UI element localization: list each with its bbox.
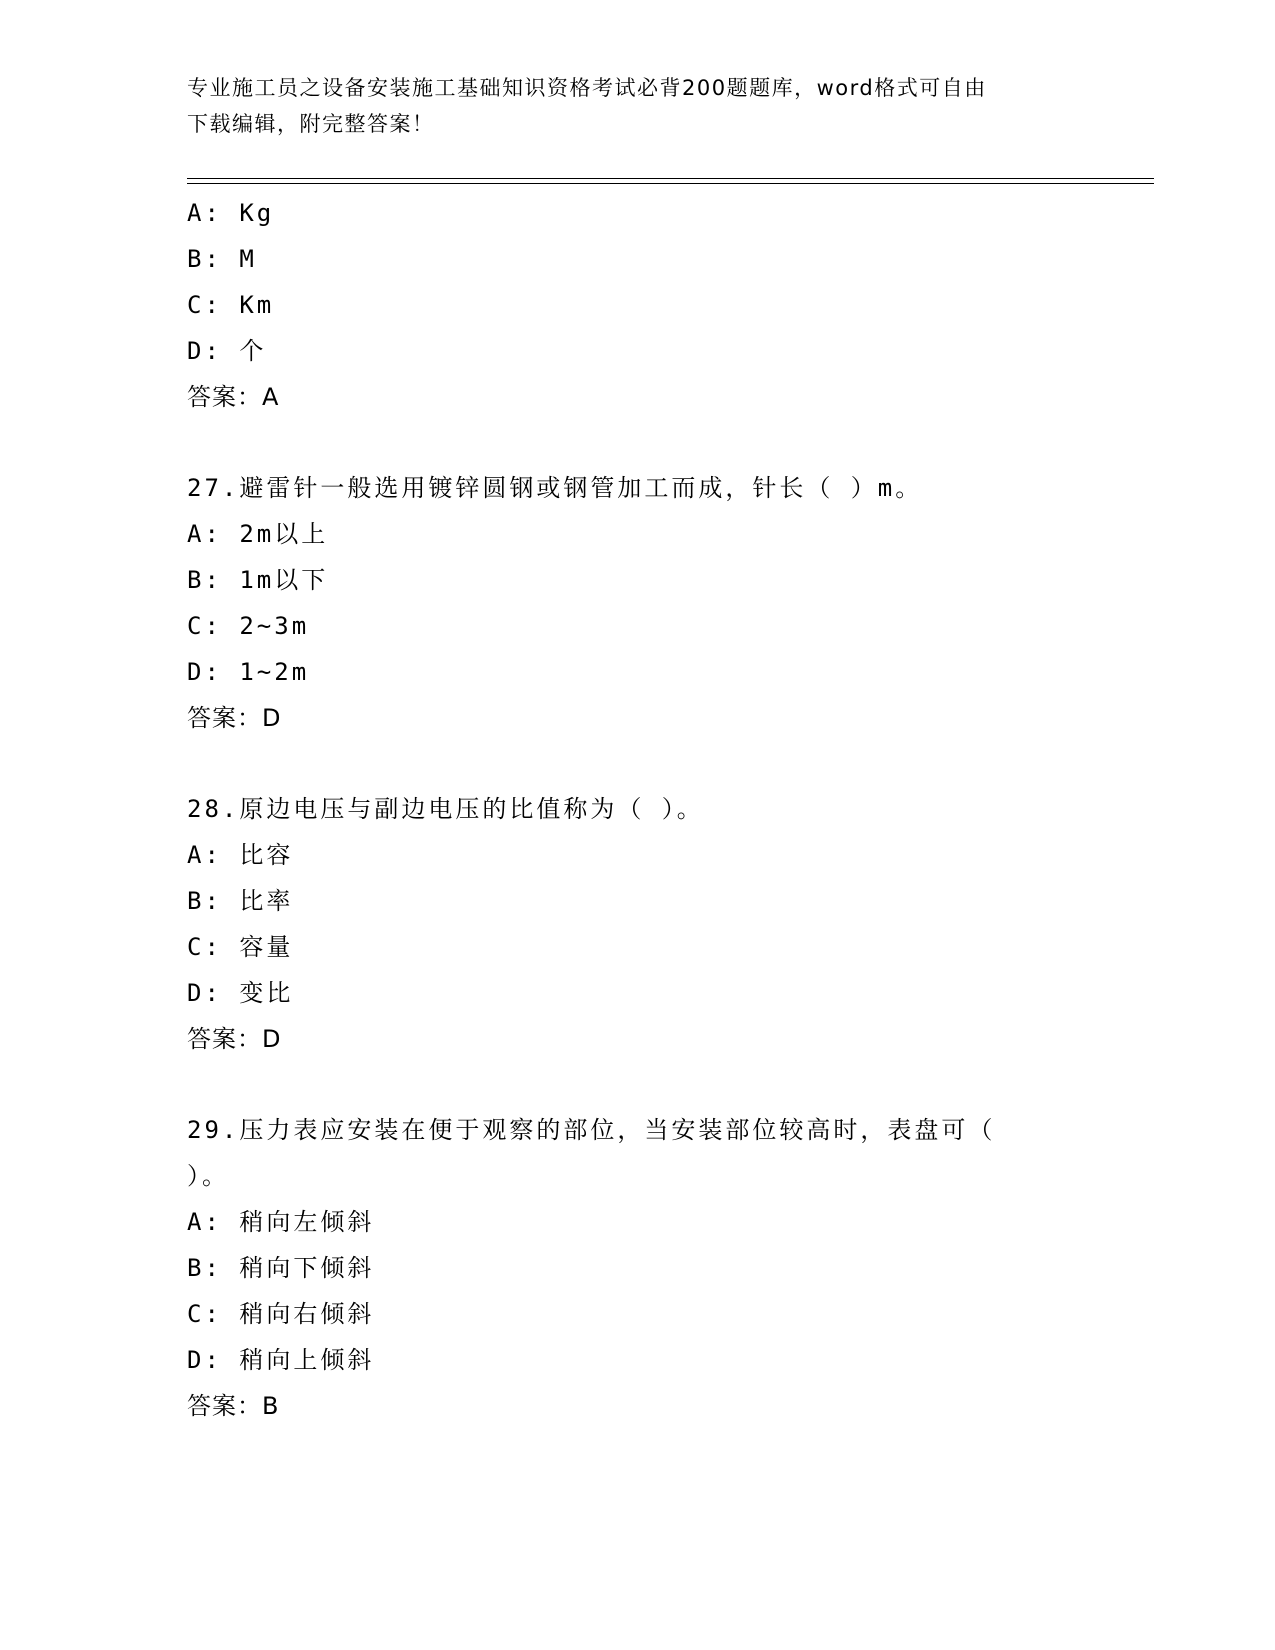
question-stem: 29.压力表应安装在便于观察的部位，当安装部位较高时，表盘可（ xyxy=(187,1116,996,1144)
option-d: D: 变比 xyxy=(187,979,294,1007)
question-26-partial xyxy=(187,190,1087,420)
option-b: B: 1m以下 xyxy=(187,566,329,594)
option-d: D: 个 xyxy=(187,337,267,365)
option-a: A: 稍向左倾斜 xyxy=(187,1208,375,1236)
question-28 xyxy=(187,786,1087,1062)
option-c: C: 稍向右倾斜 xyxy=(187,1300,375,1328)
question-29 xyxy=(187,1107,1087,1429)
header-divider-top xyxy=(187,178,1154,179)
header-line-1: 专业施工员之设备安装施工基础知识资格考试必背200题题库，word格式可自由 xyxy=(187,76,987,100)
question-stem-continued: ）。 xyxy=(187,1162,229,1190)
option-a: A: 比容 xyxy=(187,841,294,869)
option-d: D: 稍向上倾斜 xyxy=(187,1346,375,1374)
option-b: B: M xyxy=(187,245,257,273)
option-a: A: Kg xyxy=(187,199,275,227)
option-d: D: 1~2m xyxy=(187,658,310,686)
option-c: C: Km xyxy=(187,291,275,319)
option-c: C: 2~3m xyxy=(187,612,310,640)
option-a: A: 2m以上 xyxy=(187,520,329,548)
answer: 答案：B xyxy=(187,1392,280,1420)
answer: 答案：D xyxy=(187,704,282,732)
header-divider-bottom xyxy=(187,183,1154,184)
answer: 答案：A xyxy=(187,383,280,411)
option-b: B: 稍向下倾斜 xyxy=(187,1254,375,1282)
header-line-2: 下载编辑，附完整答案！ xyxy=(187,112,435,136)
question-stem: 28.原边电压与副边电压的比值称为（ ）。 xyxy=(187,795,704,823)
option-c: C: 容量 xyxy=(187,933,294,961)
question-27 xyxy=(187,465,1087,741)
question-list xyxy=(187,190,1087,1474)
document-header xyxy=(187,70,1067,142)
answer: 答案：D xyxy=(187,1025,282,1053)
question-stem: 27.避雷针一般选用镀锌圆钢或钢管加工而成，针长（ ）m。 xyxy=(187,474,923,502)
option-b: B: 比率 xyxy=(187,887,294,915)
